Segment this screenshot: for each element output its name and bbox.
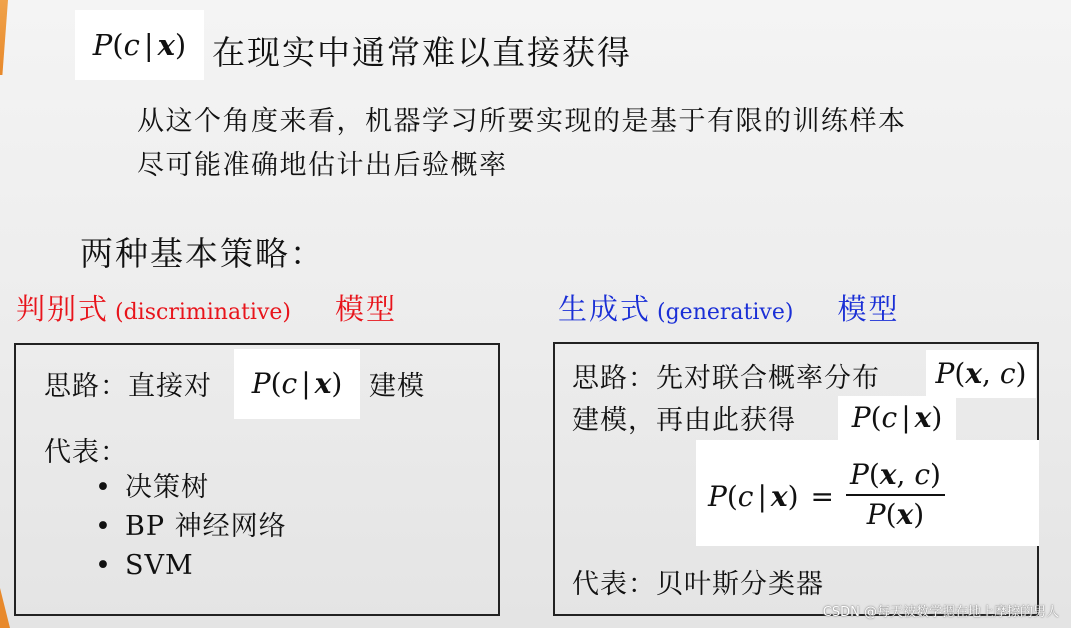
list-item: • BP 神经网络 [95,507,287,546]
slide-accent-bar [0,0,8,75]
generative-idea-line-1: 思路：先对联合概率分布 [572,363,880,394]
list-item: • 决策树 [95,468,287,507]
generative-rep: 代表：贝叶斯分类器 [572,569,824,600]
discriminative-idea-suffix: 建模 [369,371,425,402]
intro-line-2: 尽可能准确地估计出后验概率 [137,150,508,181]
discriminative-rep-label: 代表： [44,437,128,468]
strategies-title: 两种基本策略： [80,234,325,273]
discriminative-idea-label: 思路：直接对 [44,371,212,402]
discriminative-heading-model: 模型 [334,292,397,326]
discriminative-heading-cn: 判别式 [16,292,110,326]
generative-posterior-formula: P(c | x) [838,396,956,440]
bayes-formula [708,458,945,534]
bullet-icon: • [95,472,112,503]
bayes-formula-box [696,440,1039,546]
slide-accent-corner [0,588,10,628]
discriminative-rep-list [95,468,287,585]
generative-heading-model: 模型 [837,292,900,326]
discriminative-heading-en: (discriminative) [115,300,291,325]
bullet-icon: • [95,550,112,581]
watermark: CSDN @每天被数学摁在地上摩擦的男人 [822,605,1059,620]
generative-heading [558,287,899,328]
generative-heading-cn: 生成式 [558,292,652,326]
discriminative-idea-formula: P(c | x) [234,349,360,419]
header-posterior-formula: P(c | x) [75,10,204,80]
intro-paragraph [137,100,907,188]
bayes-lhs: P(c | x) [708,479,799,513]
generative-joint-formula: P(x, c) [926,350,1036,398]
discriminative-heading [16,287,397,328]
bayes-numerator: P(x, c) [846,458,945,496]
bullet-icon: • [95,511,112,542]
bayes-denominator: P(x) [866,498,925,531]
intro-line-1: 从这个角度来看，机器学习所要实现的是基于有限的训练样本 [137,106,907,137]
bayes-fraction [846,458,945,534]
generative-idea-line-2: 建模，再由此获得 [572,405,796,436]
generative-heading-en: (generative) [657,300,794,325]
header-title: 在现实中通常难以直接获得 [212,33,632,72]
bayes-equals: = [810,479,835,513]
list-item: • SVM [95,546,287,585]
